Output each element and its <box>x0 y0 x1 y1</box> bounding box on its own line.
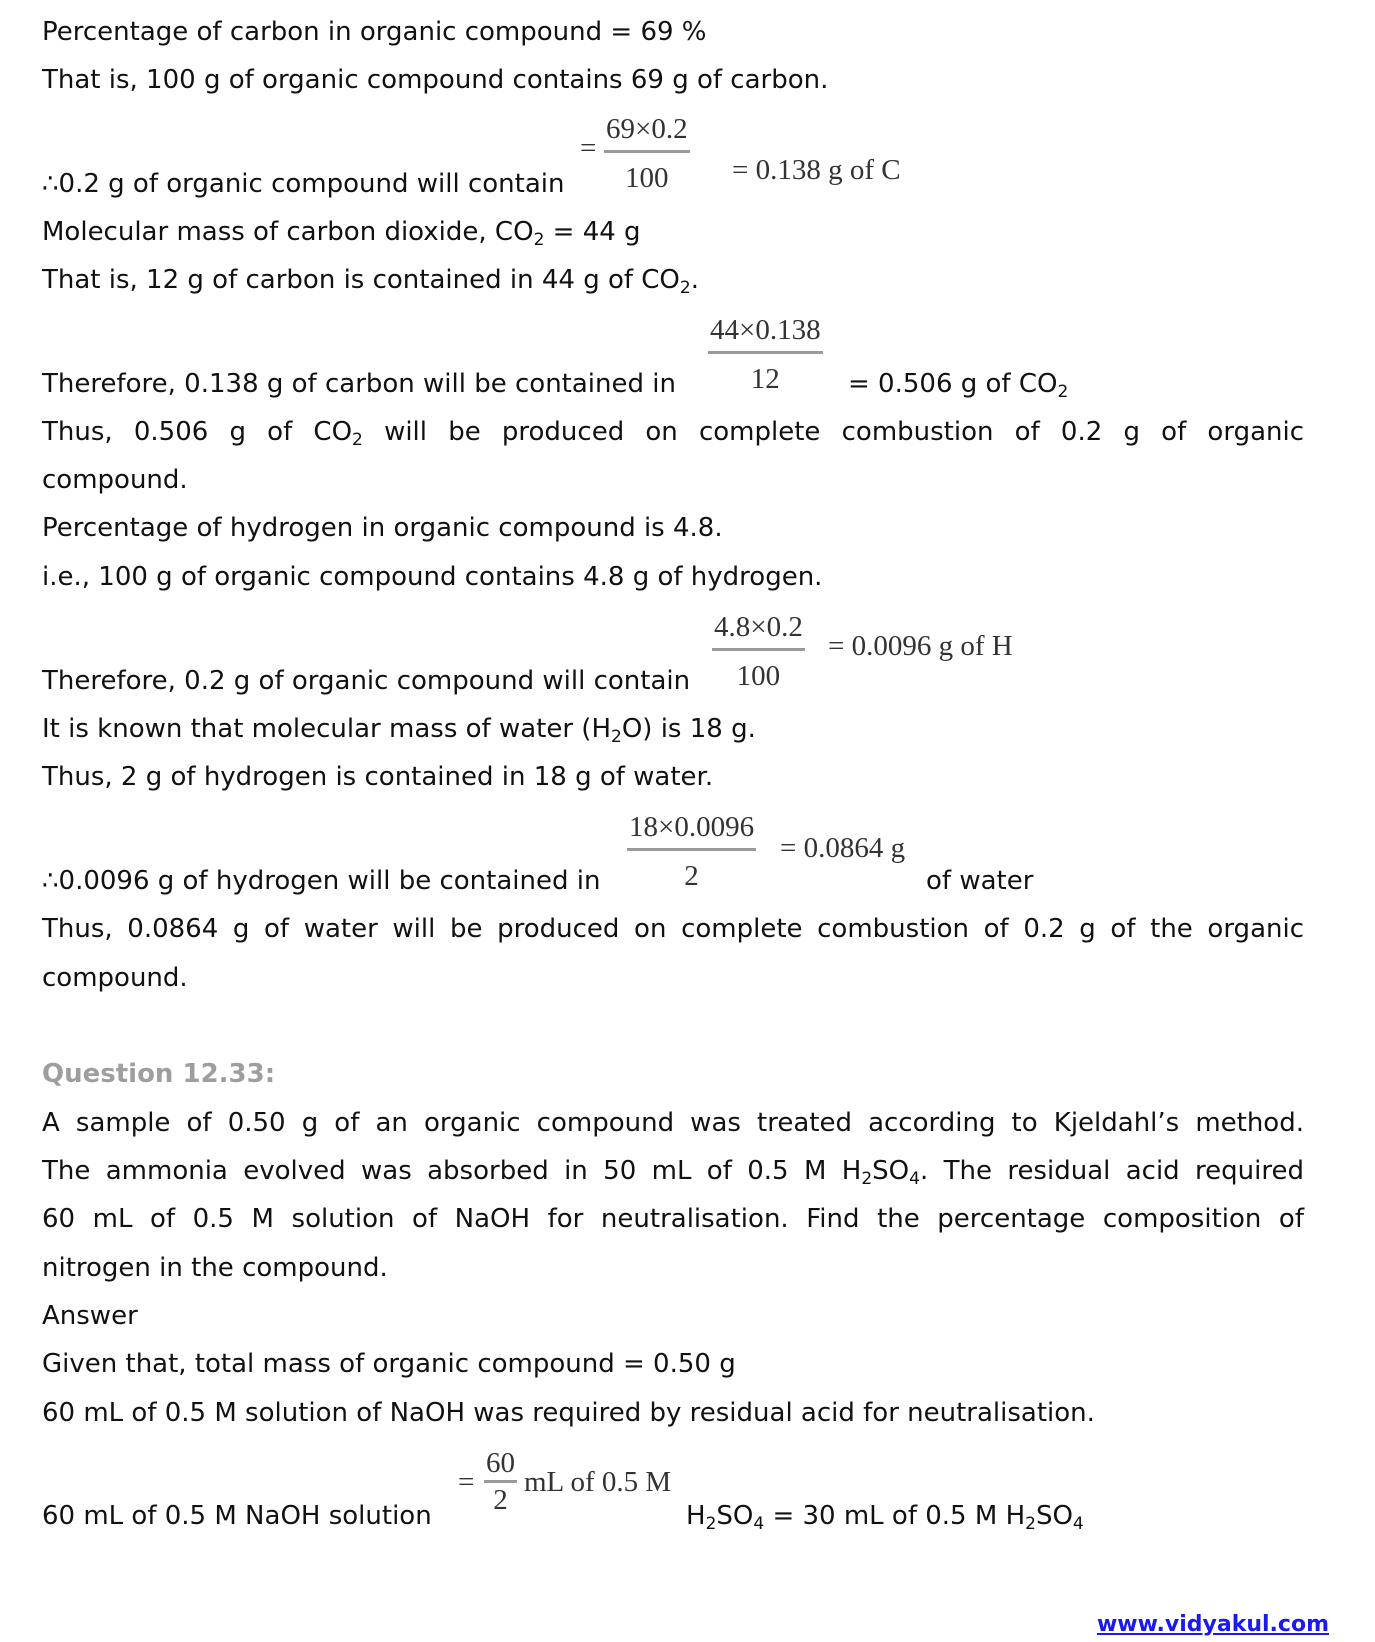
text-line: compound. <box>42 963 188 993</box>
fraction-result: = 0.0864 g <box>780 832 906 864</box>
fraction-denominator: 2 <box>684 860 699 892</box>
text: = 0.506 g of CO <box>848 369 1058 399</box>
text-line <box>42 713 756 745</box>
text: O) is 18 g. <box>621 714 756 744</box>
fraction-numerator: 69×0.2 <box>606 113 688 145</box>
question-text: nitrogen in the compound. <box>42 1253 388 1283</box>
subscript: 2 <box>705 1514 717 1534</box>
fraction-result <box>848 368 1068 400</box>
text-line: Thus, 2 g of hydrogen is contained in 18 g of water. <box>42 762 714 792</box>
text-line: compound. <box>42 465 188 495</box>
fraction-bar <box>708 351 823 354</box>
fraction-numerator: 60 <box>486 1447 515 1479</box>
question-text: A sample of 0.50 g of an organic compound was treated according to Kjeldahl’s method. <box>42 1108 1304 1138</box>
fraction-water <box>627 810 756 893</box>
text-line <box>42 264 699 296</box>
fraction-numerator: 44×0.138 <box>710 314 821 346</box>
fraction-denominator: 100 <box>736 660 781 692</box>
fraction-denominator: 12 <box>750 363 780 395</box>
subscript: 4 <box>1072 1514 1084 1534</box>
text: SO <box>716 1501 754 1531</box>
question-text: 60 mL of 0.5 M solution of NaOH for neutralisation. Find the percentage composition of <box>42 1204 1304 1234</box>
fraction-bar <box>627 848 756 851</box>
fraction-carbon <box>604 112 690 195</box>
fraction-numerator: 18×0.0096 <box>629 811 755 843</box>
subscript: 2 <box>861 1169 873 1189</box>
answer-text: 60 mL of 0.5 M solution of NaOH was required by residual acid for neutralisation. <box>42 1398 1095 1428</box>
text: = 44 g <box>544 217 641 247</box>
text-line: That is, 100 g of organic compound contains 69 g of carbon. <box>42 65 829 95</box>
text-line: Thus, 0.0864 g of water will be produced on complete combustion of 0.2 g of the organic <box>42 914 1304 944</box>
text: will be produced on complete combustion of 0.2 g of organic <box>362 417 1304 447</box>
subscript: 2 <box>352 430 363 450</box>
fraction-co2 <box>708 313 823 396</box>
subscript: 4 <box>753 1514 765 1534</box>
text: The ammonia evolved was absorbed in 50 mL of 0.5 M H <box>42 1156 862 1186</box>
fraction-result: = 0.138 g of C <box>732 154 901 186</box>
subscript: 4 <box>909 1169 920 1189</box>
text: SO <box>1035 1501 1073 1531</box>
equals-sign: = <box>458 1466 475 1498</box>
fraction-numerator: 4.8×0.2 <box>714 611 803 643</box>
fraction-result: = 0.0096 g of H <box>828 630 1013 662</box>
vidyakul-link[interactable]: www.vidyakul.com <box>1096 1612 1329 1637</box>
subscript: 2 <box>533 230 545 250</box>
text: . <box>690 265 699 295</box>
fraction-denominator: 100 <box>625 162 669 194</box>
fraction-hydrogen <box>712 610 805 693</box>
fraction-bar <box>712 648 805 651</box>
text: . The residual acid required <box>919 1156 1304 1186</box>
text-line: Percentage of hydrogen in organic compound is 4.8. <box>42 513 723 543</box>
fraction-naoh <box>484 1446 517 1517</box>
answer-text: 60 mL of 0.5 M NaOH solution <box>42 1501 432 1531</box>
text: That is, 12 g of carbon is contained in 44 g of CO <box>42 265 680 295</box>
text: It is known that molecular mass of water (H <box>42 714 611 744</box>
text-line: ∴0.2 g of organic compound will contain <box>42 169 565 199</box>
text-line: of water <box>926 866 1034 896</box>
fraction-bar <box>604 150 690 153</box>
text: Molecular mass of carbon dioxide, CO <box>42 217 534 247</box>
text-line <box>42 216 641 248</box>
answer-text: Given that, total mass of organic compound = 0.50 g <box>42 1349 736 1379</box>
text-line: Percentage of carbon in organic compound = 69 % <box>42 17 707 47</box>
text: = 30 mL of 0.5 M H <box>764 1501 1026 1531</box>
subscript: 2 <box>611 727 622 747</box>
text-line: Therefore, 0.2 g of organic compound will contain <box>42 666 691 696</box>
equals-sign: = <box>580 132 597 164</box>
subscript: 2 <box>1025 1514 1036 1534</box>
fraction-denominator: 2 <box>493 1484 508 1516</box>
text: SO <box>872 1156 910 1186</box>
question-text <box>42 1155 1304 1187</box>
fraction-tail: mL of 0.5 M <box>524 1466 672 1498</box>
answer-label: Answer <box>42 1301 138 1331</box>
text: H <box>686 1501 706 1531</box>
subscript: 2 <box>1057 382 1069 402</box>
question-title: Question 12.33: <box>42 1059 276 1089</box>
text: Thus, 0.506 g of CO <box>42 417 353 447</box>
answer-text <box>686 1500 1084 1532</box>
subscript: 2 <box>679 278 691 298</box>
text-line: Therefore, 0.138 g of carbon will be contained in <box>42 369 676 399</box>
text-line: ∴0.0096 g of hydrogen will be contained in <box>42 866 601 896</box>
text-line <box>42 416 1304 448</box>
text-line: i.e., 100 g of organic compound contains 4.8 g of hydrogen. <box>42 562 823 592</box>
